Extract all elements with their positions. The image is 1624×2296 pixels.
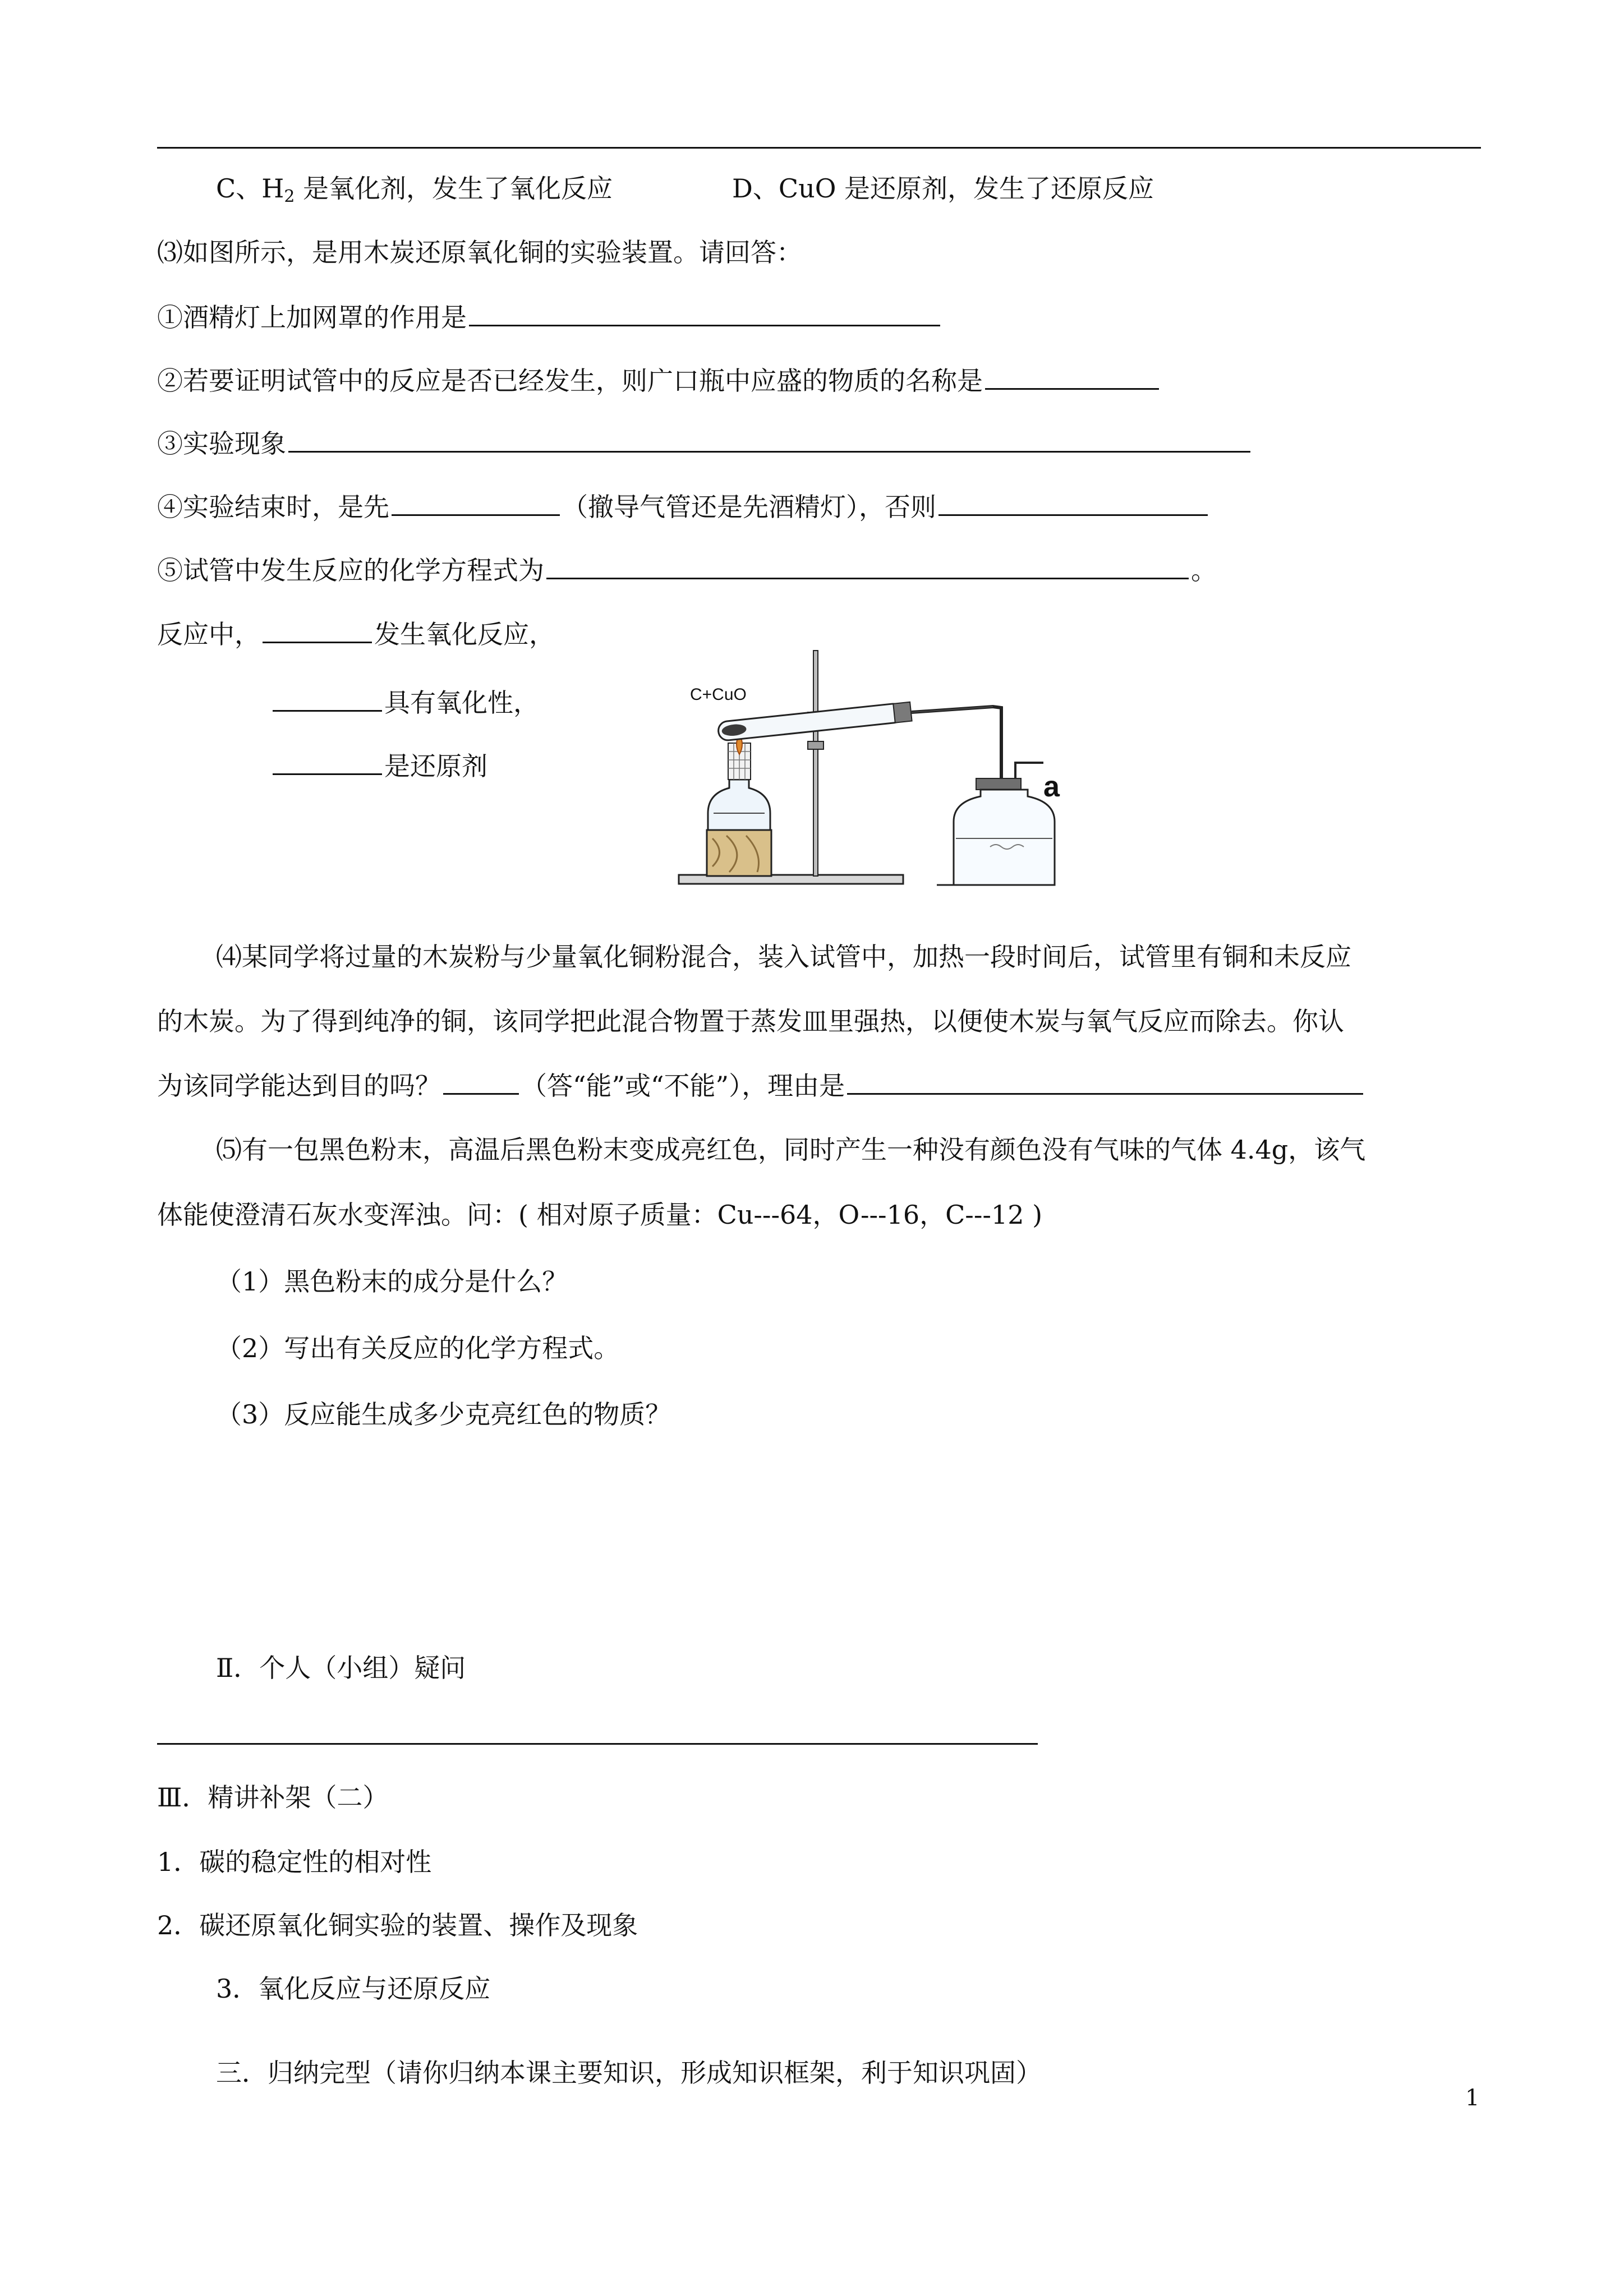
alcohol-lamp <box>708 780 770 830</box>
wide-mouth-bottle <box>954 790 1055 885</box>
answer-blank[interactable] <box>546 553 1189 579</box>
q5-sub-1: （1）黑色粉末的成分是什么？ <box>216 1266 568 1297</box>
q5-sub-3: （3）反应能生成多少克亮红色的物质？ <box>216 1399 671 1430</box>
q3-reaction-3: 是还原剂 <box>273 749 487 783</box>
q4-line-1: ⑷某同学将过量的木炭粉与少量氧化铜粉混合，装入试管中，加热一段时间后，试管里有铜和未反应 <box>216 942 1351 972</box>
test-tube <box>717 703 904 741</box>
section-3-item-3: 3．氧化反应与还原反应 <box>216 1974 491 2004</box>
q3-intro: ⑶如图所示，是用木炭还原氧化铜的实验装置。请回答： <box>157 237 802 268</box>
answer-blank[interactable] <box>288 426 1250 453</box>
wooden-block <box>707 830 771 876</box>
answer-blank[interactable] <box>273 749 382 775</box>
q3-item-1: ①酒精灯上加网罩的作用是 <box>157 300 942 334</box>
answer-blank[interactable] <box>847 1068 1363 1095</box>
stand-clamp <box>808 741 823 749</box>
q4-line-3: 为该同学能达到目的吗？ （答“能”或“不能”），理由是 <box>157 1068 1365 1103</box>
option-d: D、CuO 是还原剂，发生了还原反应 <box>732 173 1154 204</box>
q3-item-3: ③实验现象 <box>157 426 1253 460</box>
q3-reaction-1: 反应中， 发生氧化反应， <box>157 617 555 651</box>
answer-blank[interactable] <box>273 685 382 712</box>
q5-sub-2: （2）写出有关反应的化学方程式。 <box>216 1333 620 1363</box>
q3-item-4: ④实验结束时，是先 （撤导气管还是先酒精灯），否则 <box>157 490 1210 524</box>
header-rule <box>157 147 1481 149</box>
answer-blank[interactable] <box>985 363 1159 390</box>
section-2-title: Ⅱ．个人（小组）疑问 <box>216 1653 466 1683</box>
answer-blank[interactable] <box>443 1068 519 1095</box>
carbon-reduction-apparatus-figure <box>673 645 1077 897</box>
bottle-stopper <box>976 778 1021 790</box>
figure-label-a: a <box>1043 771 1060 803</box>
answer-blank[interactable] <box>469 300 940 326</box>
answer-blank[interactable] <box>392 490 560 516</box>
summary-title: 三．归纳完型（请你归纳本课主要知识，形成知识框架，利于知识巩固） <box>216 2058 1042 2088</box>
q5-line-2: 体能使澄清石灰水变浑浊。问：( 相对原子质量：Cu---64，O---16，C---12 ) <box>157 1200 1043 1230</box>
section-3-item-1: 1．碳的稳定性的相对性 <box>157 1847 432 1877</box>
answer-blank[interactable] <box>938 490 1208 516</box>
q3-item-2: ②若要证明试管中的反应是否已经发生，则广口瓶中应盛的物质的名称是 <box>157 363 1161 398</box>
answer-blank[interactable] <box>263 617 372 643</box>
section-3-title: Ⅲ．精讲补架（二） <box>157 1782 389 1813</box>
q5-line-1: ⑸有一包黑色粉末，高温后黑色粉末变成亮红色，同时产生一种没有颜色没有气味的气体 4.4g，该气 <box>216 1135 1366 1165</box>
q4-line-2: 的木炭。为了得到纯净的铜，该同学把此混合物置于蒸发皿里强热，以便使木炭与氧气反应而除去。你认 <box>157 1006 1344 1036</box>
section-2-answer-line[interactable] <box>157 1743 1038 1745</box>
page-number: 1 <box>1465 2085 1480 2111</box>
stand-rod <box>813 651 818 876</box>
option-c: C、$H_2$ 是氧化剂，发生了氧化反应 <box>216 173 613 206</box>
outlet-tube <box>1015 763 1043 778</box>
tube-stopper <box>893 702 912 723</box>
figure-label-tube: C+CuO <box>690 685 747 704</box>
q3-item-5: ⑤试管中发生反应的化学方程式为 。 <box>157 553 1217 587</box>
q3-reaction-2: 具有氧化性， <box>273 685 539 720</box>
section-3-item-2: 2．碳还原氧化铜实验的装置、操作及现象 <box>157 1910 638 1940</box>
